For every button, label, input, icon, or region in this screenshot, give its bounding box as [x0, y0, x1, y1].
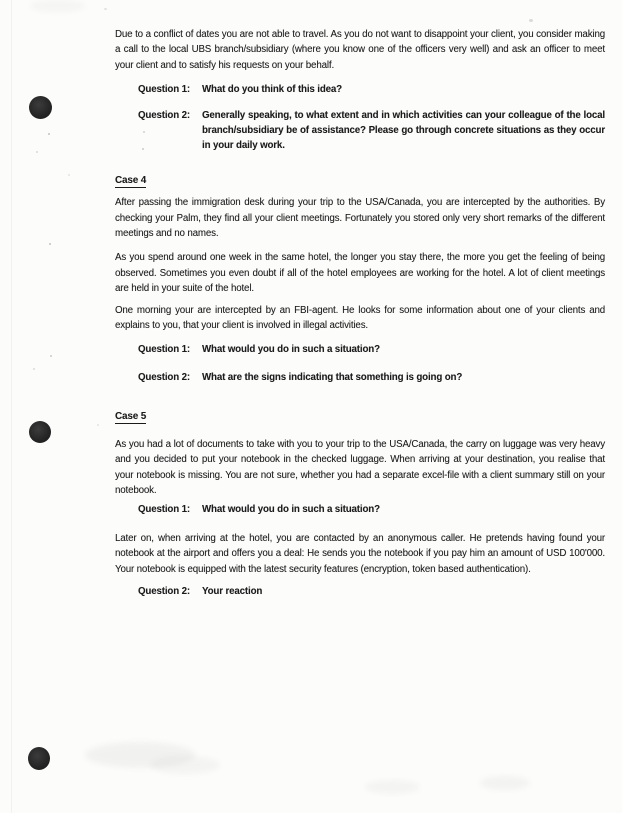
scan-speck: [68, 174, 70, 176]
question-row: [138, 370, 605, 385]
question-text: What would you do in such a situation?: [202, 343, 380, 355]
question-text: What are the signs indicating that something is going on?: [202, 371, 463, 383]
question-text: Generally speaking, to what extent and in which activities can your colleague of the local branch/subsidiary be of assistance? Please go through concrete situations as they occur in your daily work.: [202, 109, 605, 152]
scan-smudge: [365, 780, 420, 794]
scan-edge-line: [11, 0, 12, 813]
question-text: Your reaction: [202, 585, 263, 597]
question-label: Question 2:: [138, 109, 190, 121]
scan-speck: [97, 424, 99, 426]
scan-speck: [36, 151, 38, 153]
question-label: Question 2:: [138, 371, 190, 383]
scan-speck: [48, 133, 50, 135]
punch-hole: [29, 421, 51, 443]
scan-smudge: [150, 756, 220, 774]
question-label: Question 1:: [138, 84, 190, 96]
question-row: [138, 584, 605, 599]
punch-hole: [29, 96, 52, 119]
scan-speck: [33, 368, 35, 370]
intro-paragraph: Due to a conflict of dates you are not able to travel. As you do not want to disappoint your client, you consider making a call to the local UBS branch/subsidiary (where you know one of the officers very well) and ask an officer to meet your client and to satisfy his requests on your behalf.: [115, 29, 605, 71]
question-label: Question 2:: [138, 585, 190, 597]
case4-paragraph-3: One morning your are intercepted by an FBI-agent. He looks for some information about one of your clients and explains to you, that your client is involved in illegal activities.: [115, 304, 605, 332]
question-row: [138, 342, 605, 357]
case5-paragraph-2: Later on, when arriving at the hotel, you are contacted by an anonymous caller. He pretends having found your notebook at the airport and offers you a deal: He sends you the notebook if you pay him an amount of USD 100'000. Your notebook is equipped with the latest security features (encryption, token based authentication).: [115, 532, 605, 575]
scan-speck: [49, 243, 51, 245]
scan-speck: [529, 19, 533, 22]
scan-speck: [104, 8, 107, 10]
scan-smudge: [480, 776, 530, 790]
question-label: Question 1:: [138, 343, 190, 355]
punch-hole: [28, 747, 50, 770]
question-label: Question 1:: [138, 504, 190, 516]
question-text: What do you think of this idea?: [202, 84, 342, 96]
case5-heading: Case 5: [115, 411, 147, 423]
case5-paragraph-1: As you had a lot of documents to take with you to your trip to the USA/Canada, the carry on luggage was very heavy and you decided to put your notebook in the checked luggage. When arriving at your destination, you realise that your notebook is missing. You are not sure, whether you had a separate excel-file with a client summary still on your notebook.: [115, 438, 605, 496]
scan-speck: [50, 355, 52, 357]
content-column: [115, 27, 605, 599]
question-row: [138, 502, 605, 517]
question-row: [138, 82, 605, 97]
case4-paragraph-2: As you spend around one week in the same hotel, the longer you stay there, the more you get the feeling of being observed. Sometimes you even doubt if all of the hotel employees are working for the hotel. A lot of client meetings are held in your suite of the hotel.: [115, 252, 605, 295]
case4-paragraph-1: After passing the immigration desk during your trip to the USA/Canada, you are intercepted by the authorities. By checking your Palm, they find all your client meetings. Fortunately you stored only very short remarks of the different meetings and no names.: [115, 197, 605, 240]
question-text: What would you do in such a situation?: [202, 504, 380, 516]
question-row: [138, 108, 605, 154]
case4-heading: Case 4: [115, 174, 147, 186]
scan-smudge: [30, 0, 85, 12]
